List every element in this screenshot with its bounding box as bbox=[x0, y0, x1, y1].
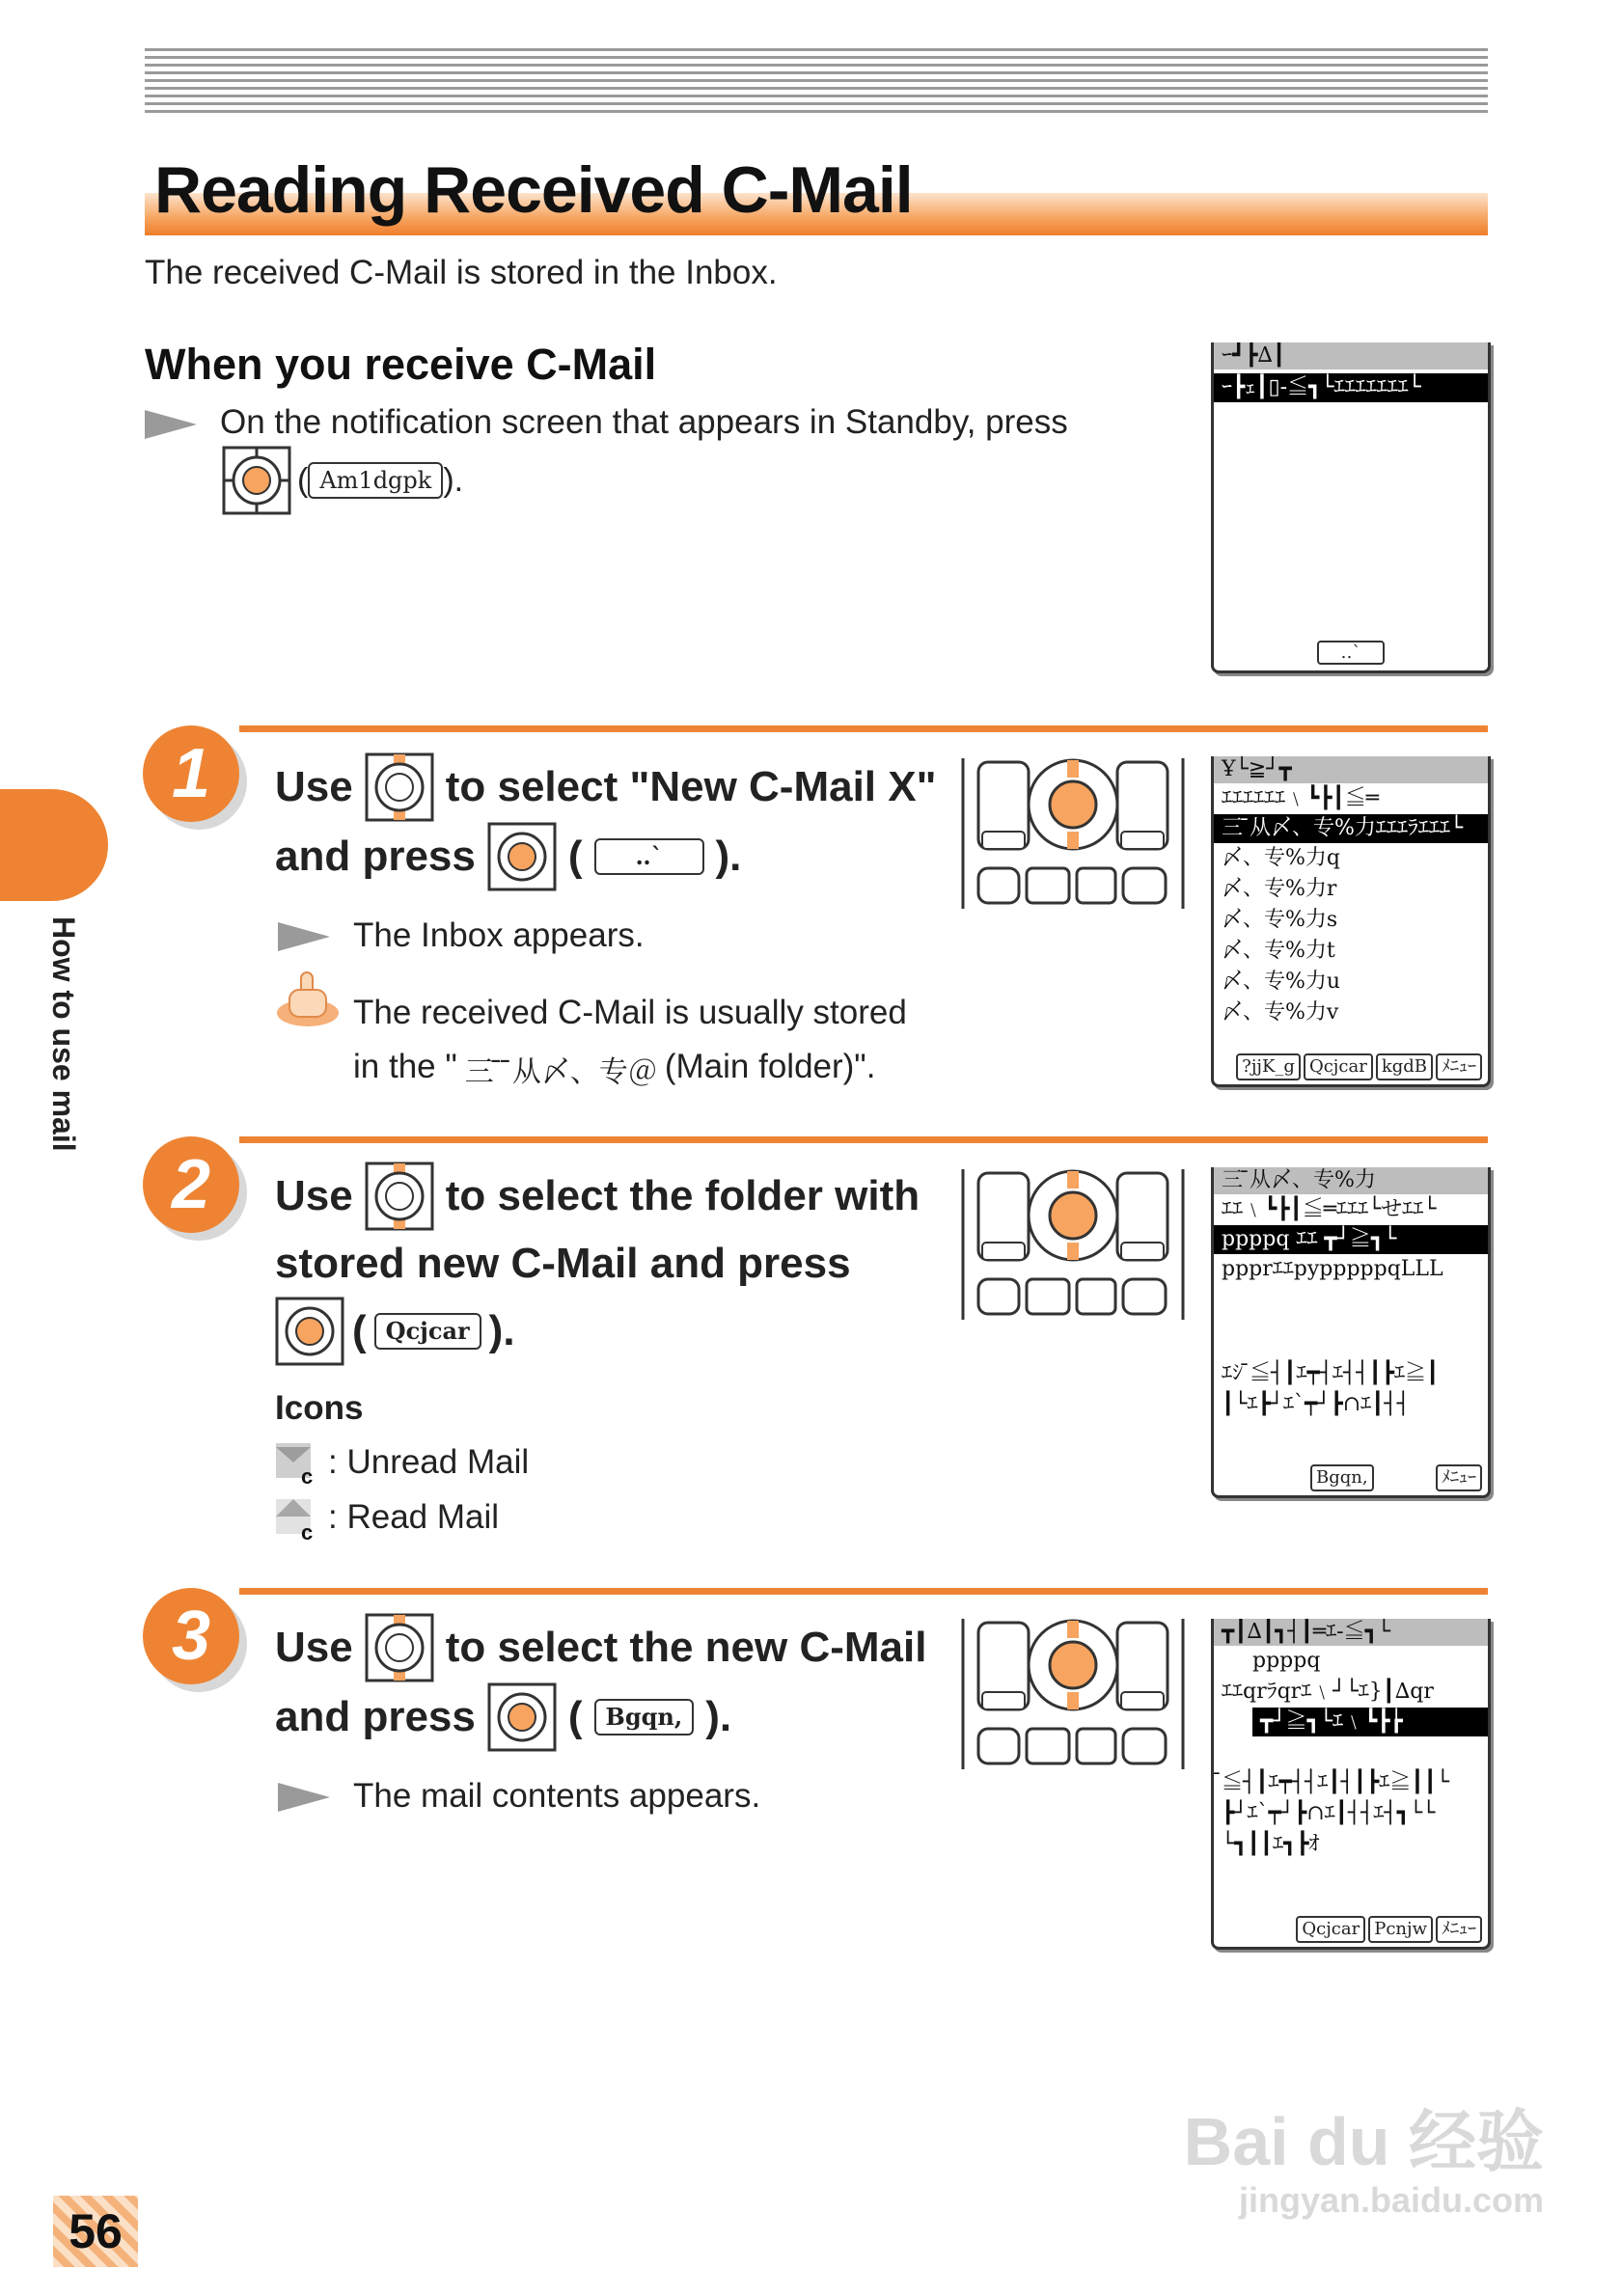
step-1-result: The Inbox appears. bbox=[353, 916, 645, 954]
screen-softkey: Qcjcar bbox=[1304, 1053, 1373, 1080]
center-key-icon bbox=[222, 446, 291, 515]
mail-body-line: ̄≦┤┃ｴ┯┤┤ｴ┃┤┃┣ｴ≧┃┃└ bbox=[1222, 1770, 1449, 1794]
folder-row: 〆、专%力r bbox=[1222, 877, 1337, 901]
screen-softkey: Bgqn, bbox=[1310, 1464, 1374, 1491]
step-2-softkey-label: Qcjcar bbox=[374, 1313, 481, 1350]
screen-header: Ұ└≧┘┳ bbox=[1214, 756, 1488, 783]
screen-header: ｰ┛┣∆┃ bbox=[1214, 342, 1488, 369]
nav-key-icon bbox=[365, 1162, 434, 1231]
screen-selected-row: 三 ̄从〆、专%力ｴｴｴﾗｴｴｴ└ bbox=[1214, 814, 1488, 843]
step-3-instructions: Use to select the new C-Mail and press ( Bgqn, ). bbox=[275, 1613, 926, 1752]
unread-mail-label: : Unread Mail bbox=[328, 1443, 530, 1481]
folder-phone-screen bbox=[1211, 1167, 1491, 1498]
nav-key-icon bbox=[365, 1613, 434, 1682]
keypad-illustration bbox=[961, 1167, 1185, 1322]
inbox-phone-screen bbox=[1211, 756, 1491, 1087]
section-heading: When you receive C-Mail bbox=[145, 340, 657, 389]
screen-softkey: kgdB bbox=[1376, 1053, 1433, 1080]
notify-softkey-label: Am1dgpk bbox=[308, 462, 443, 499]
step-3-result: The mail contents appears. bbox=[353, 1777, 761, 1815]
screen-softkey: Pcnjw bbox=[1368, 1916, 1433, 1943]
screen-info-line: ┃└ｴ┣┘ｴ`┯┘┣∩ｴ┃┤┤ bbox=[1222, 1392, 1410, 1416]
mail-row: ppprｴｴpypppppqLLL bbox=[1222, 1257, 1443, 1281]
arrow-icon bbox=[278, 1783, 330, 1812]
screen-header: 三 ̄从〆、专%力 bbox=[1214, 1167, 1488, 1194]
step-2-number: 2 bbox=[143, 1136, 239, 1233]
screen-softkey: ﾒﾆｭｰ bbox=[1436, 1916, 1482, 1943]
read-mail-icon bbox=[274, 1493, 318, 1542]
mail-phone-screen bbox=[1211, 1619, 1491, 1950]
svg-text:c: c bbox=[301, 1464, 314, 1486]
screen-softkeys bbox=[1214, 1464, 1488, 1491]
screen-selected-row: ppppq ｴｴ ┳┘≧┓└ bbox=[1214, 1225, 1488, 1254]
center-key-icon bbox=[487, 822, 557, 891]
icons-heading: Icons bbox=[275, 1389, 364, 1427]
step-1-instructions: Use to select "New C-Mail X" and press ( ‥` ). bbox=[275, 752, 936, 891]
step-2-rule bbox=[239, 1136, 1488, 1143]
step-2-instructions: Use to select the folder with stored new C-Mail and press ( Qcjcar ). bbox=[275, 1162, 920, 1366]
screen-selected-row: ｰ┣ｪ┃▯-≦┓└ｴｴｴｴｴｴｴ└ bbox=[1214, 373, 1488, 402]
step-3-number: 3 bbox=[143, 1588, 239, 1684]
screen-softkeys bbox=[1214, 1053, 1488, 1080]
page-title: Reading Received C-Mail bbox=[154, 153, 913, 227]
step-3-rule bbox=[239, 1588, 1488, 1595]
hand-pointer-icon bbox=[274, 969, 342, 1028]
keypad-illustration bbox=[961, 1617, 1185, 1771]
screen-info-line: ｴｼ ̄≦┤┃ｴ┯┤ｴ┤┤┃┣ｴ≧┃ bbox=[1222, 1361, 1440, 1385]
folder-row: 〆、专%力q bbox=[1222, 846, 1340, 870]
screen-header: ┳┃∆┃┓┤┃═ｴ-≦┓└ bbox=[1214, 1619, 1488, 1646]
screen-softkey: ﾒﾆｭｰ bbox=[1436, 1053, 1482, 1080]
screen-softkey: ?jjK_g bbox=[1236, 1053, 1301, 1080]
notify-phone-screen bbox=[1211, 342, 1491, 673]
mail-address-row: ｴｴqrﾗqrｴ﹨┘└ｴ}┃∆qr bbox=[1222, 1680, 1434, 1704]
notify-text: On the notification screen that appears in Standby, press bbox=[220, 403, 1068, 441]
intro-text: The received C-Mail is stored in the Inbox. bbox=[145, 254, 778, 291]
folder-row: 〆、专%力s bbox=[1222, 908, 1338, 932]
folder-row: 〆、专%力u bbox=[1222, 970, 1341, 994]
step-1-rule bbox=[239, 725, 1488, 732]
nav-key-icon bbox=[365, 752, 434, 822]
side-tab bbox=[0, 789, 108, 901]
watermark: Bai du 经验 jingyan.baidu.com bbox=[1183, 2104, 1544, 2220]
screen-softkey: ‥` bbox=[1317, 641, 1384, 665]
mail-body-line: ┣┘ｴ`┯┘┣∩ｴ┃┤┤ｴ┤┓└└ bbox=[1222, 1801, 1436, 1825]
arrow-icon bbox=[278, 922, 330, 951]
step-1-note-line1: The received C-Mail is usually stored bbox=[353, 994, 907, 1031]
header-stripes bbox=[145, 48, 1488, 118]
step-1-note-line2: in the " 三 ̄ ̄从〆、专＠ (Main folder)". bbox=[353, 1048, 876, 1089]
step-1-number: 1 bbox=[143, 725, 239, 822]
keypad-illustration bbox=[961, 756, 1185, 911]
mail-body-line: └┓┃┃ｴ┓┣ｵ bbox=[1222, 1832, 1320, 1856]
arrow-icon bbox=[145, 410, 197, 439]
side-section-label: How to use mail bbox=[46, 916, 81, 1152]
mail-from-row: ppppq bbox=[1252, 1649, 1321, 1673]
unread-mail-icon bbox=[274, 1437, 318, 1486]
screen-row: ｴｴ﹨┗┣┃≦═ｴｴｴ└せｴｴ└ bbox=[1222, 1197, 1437, 1221]
screen-softkey: Qcjcar bbox=[1296, 1916, 1365, 1943]
center-key-icon bbox=[275, 1297, 344, 1366]
folder-row: 〆、专%力t bbox=[1222, 939, 1335, 963]
step-1-softkey-label: ‥` bbox=[594, 838, 704, 875]
screen-row: ｴｴｴｴｴｴ﹨┗┣┃≦═ bbox=[1222, 786, 1379, 810]
read-mail-label: : Read Mail bbox=[328, 1498, 500, 1536]
folder-row: 〆、专%力v bbox=[1222, 1000, 1339, 1025]
step-3-softkey-label: Bgqn, bbox=[594, 1699, 695, 1736]
page-number: 56 bbox=[53, 2196, 138, 2267]
mail-subject-row: ┳┘≧┓└ｴ﹨┗┣┢ bbox=[1252, 1708, 1488, 1736]
screen-softkeys bbox=[1214, 1916, 1488, 1943]
center-key-icon bbox=[487, 1682, 557, 1752]
svg-text:c: c bbox=[301, 1520, 314, 1542]
screen-softkey: ﾒﾆｭｰ bbox=[1436, 1464, 1482, 1491]
notify-key-row: ( Am1dgpk ). bbox=[222, 444, 463, 517]
